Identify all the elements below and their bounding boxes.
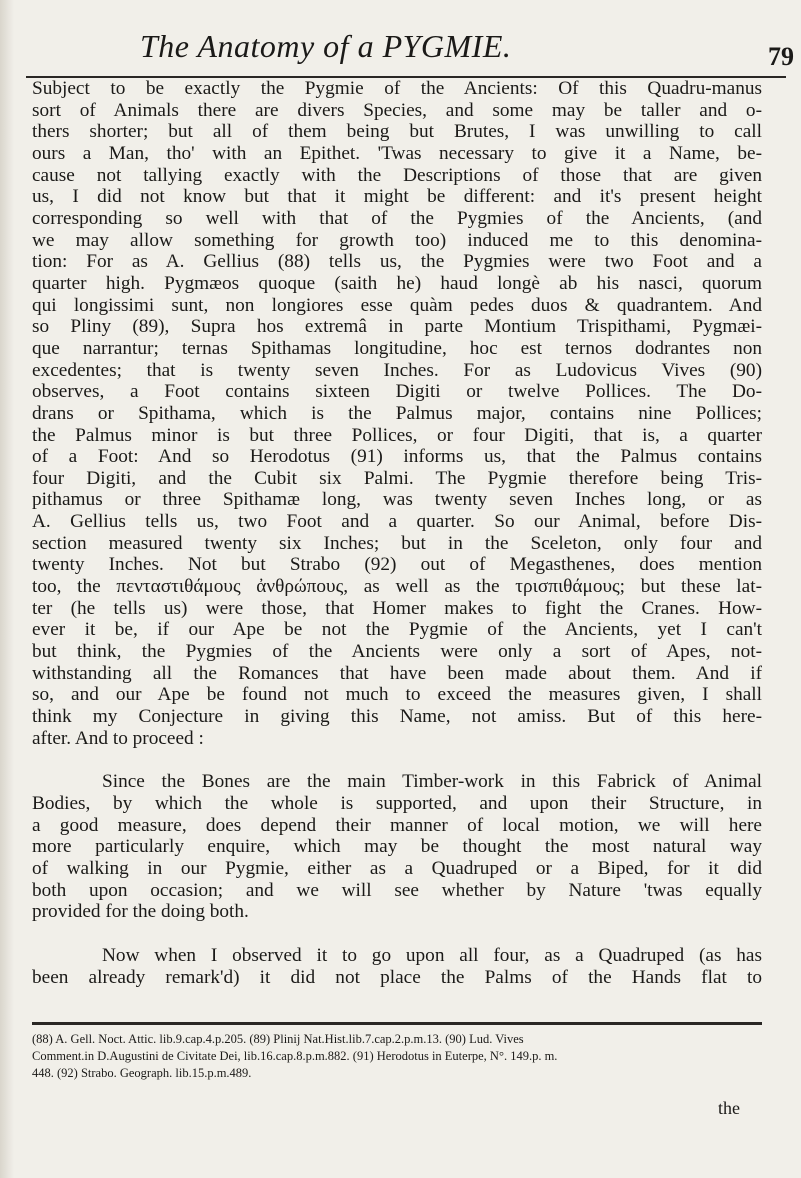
footnotes	[32, 1031, 762, 1082]
text-line: four Digiti, and the Cubit six Palmi. The Pygmie therefore being Tris-	[32, 467, 762, 489]
text-line: both upon occasion; and we will see whether by Nature 'twas equally	[32, 879, 762, 901]
running-header	[26, 12, 794, 82]
text-line: drans or Spithama, which is the Palmus major, contains nine Pollices;	[32, 402, 762, 424]
text-line: of a Foot: And so Herodotus (91) informs us, that the Palmus contains	[32, 446, 762, 468]
text-line: quarter high. Pygmæos quoque (saith he) haud longè ab his nasci, quorum	[32, 272, 762, 294]
text-line: us, I did not know but that it might be different: and it's present height	[32, 186, 762, 208]
text-line: ter (he tells us) were those, that Homer makes to fight the Cranes. How-	[32, 597, 762, 619]
text-line: pithamus or three Spithamæ long, was twenty seven Inches long, or as	[32, 489, 762, 511]
footnote-line: 448. (92) Strabo. Geograph. lib.15.p.m.489.	[32, 1066, 252, 1080]
page-gutter-shadow	[0, 0, 14, 1178]
text-line: provided for the doing both.	[32, 901, 249, 923]
text-line: think my Conjecture in giving this Name, not amiss. But of this here-	[32, 706, 762, 728]
paragraph-gap	[32, 923, 762, 945]
catchword: the	[718, 1098, 740, 1118]
text-line: after. And to proceed :	[32, 727, 204, 749]
page-number: 79	[768, 42, 794, 71]
text-line: withstanding all the Romances that have been made about them. And if	[32, 662, 762, 684]
text-line: so Pliny (89), Supra hos extremâ in parte Montium Trispithami, Pygmæi-	[32, 316, 762, 338]
text-line: of walking in our Pygmie, either as a Quadruped or a Biped, for it did	[32, 857, 762, 879]
text-line: ever it be, if our Ape be not the Pygmie of the Ancients, yet I can't	[32, 619, 762, 641]
text-line: que narrantur; ternas Spithamas longitudine, hoc est ternos dodrantes non	[32, 337, 762, 359]
text-line: qui longissimi sunt, non longiores esse quàm pedes duos & quadrantem. And	[32, 294, 762, 316]
text-line: corresponding so well with that of the Pygmies of the Ancients, (and	[32, 207, 762, 229]
text-line: Subject to be exactly the Pygmie of the Ancients: Of this Quadru-manus	[32, 78, 762, 99]
running-title: The Anatomy of a PYGMIE.	[140, 28, 512, 64]
text-line: section measured twenty six Inches; but in the Sceleton, only four and	[32, 532, 762, 554]
text-line: twenty Inches. Not but Strabo (92) out of Megasthenes, does mention	[32, 554, 762, 576]
paragraph-gap	[32, 749, 762, 771]
text-line: more particularly enquire, which may be thought the most natural way	[32, 836, 762, 858]
text-line: a good measure, does depend their manner of local motion, we will here	[32, 814, 762, 836]
text-line: Now when I observed it to go upon all four, as a Quadruped (as has	[102, 944, 762, 966]
text-line: thers shorter; but all of them being but Brutes, I was unwilling to call	[32, 121, 762, 143]
text-line: excedentes; that is twenty seven Inches. For as Ludovicus Vives (90)	[32, 359, 762, 381]
text-line: been already remark'd) it did not place the Palms of the Hands flat to	[32, 966, 762, 988]
text-line: the Palmus minor is but three Pollices, or four Digiti, that is, a quarter	[32, 424, 762, 446]
text-line: too, the πενταστιθάμους ἀνθρώπους, as well as the τρισπιθάμους; but these lat-	[32, 576, 762, 598]
footnote-line: (88) A. Gell. Noct. Attic. lib.9.cap.4.p.205. (89) Plinij Nat.Hist.lib.7.cap.2.p.m.13. (90) Lud. Vives	[32, 1032, 524, 1046]
text-line: Since the Bones are the main Timber-work in this Fabrick of Animal	[102, 771, 762, 793]
text-line: A. Gellius tells us, two Foot and a quarter. So our Animal, before Dis-	[32, 511, 762, 533]
text-line: observes, a Foot contains sixteen Digiti or twelve Pollices. The Do-	[32, 381, 762, 403]
text-line: so, and our Ape be found not much to exceed the measures given, I shall	[32, 684, 762, 706]
text-line: we may allow something for growth too) induced me to this denomina-	[32, 229, 762, 251]
text-line: tion: For as A. Gellius (88) tells us, the Pygmies were two Foot and a	[32, 251, 762, 273]
footnote-line: Comment.in D.Augustini de Civitate Dei, lib.16.cap.8.p.m.882. (91) Herodotus in Euterpe, N°. 149.p. m.	[32, 1049, 558, 1063]
text-line: sort of Animals there are divers Species, and some may be taller and o-	[32, 99, 762, 121]
text-line: Bodies, by which the whole is supported, and upon their Structure, in	[32, 793, 762, 814]
text-line: cause not tallying exactly with the Descriptions of those that are given	[32, 164, 762, 186]
main-text	[32, 78, 762, 988]
text-line: but think, the Pygmies of the Ancients were only a sort of Apes, not-	[32, 641, 762, 663]
footnote-rule	[32, 1022, 762, 1025]
text-line: ours a Man, tho' with an Epithet. 'Twas necessary to give it a Name, be-	[32, 142, 762, 164]
